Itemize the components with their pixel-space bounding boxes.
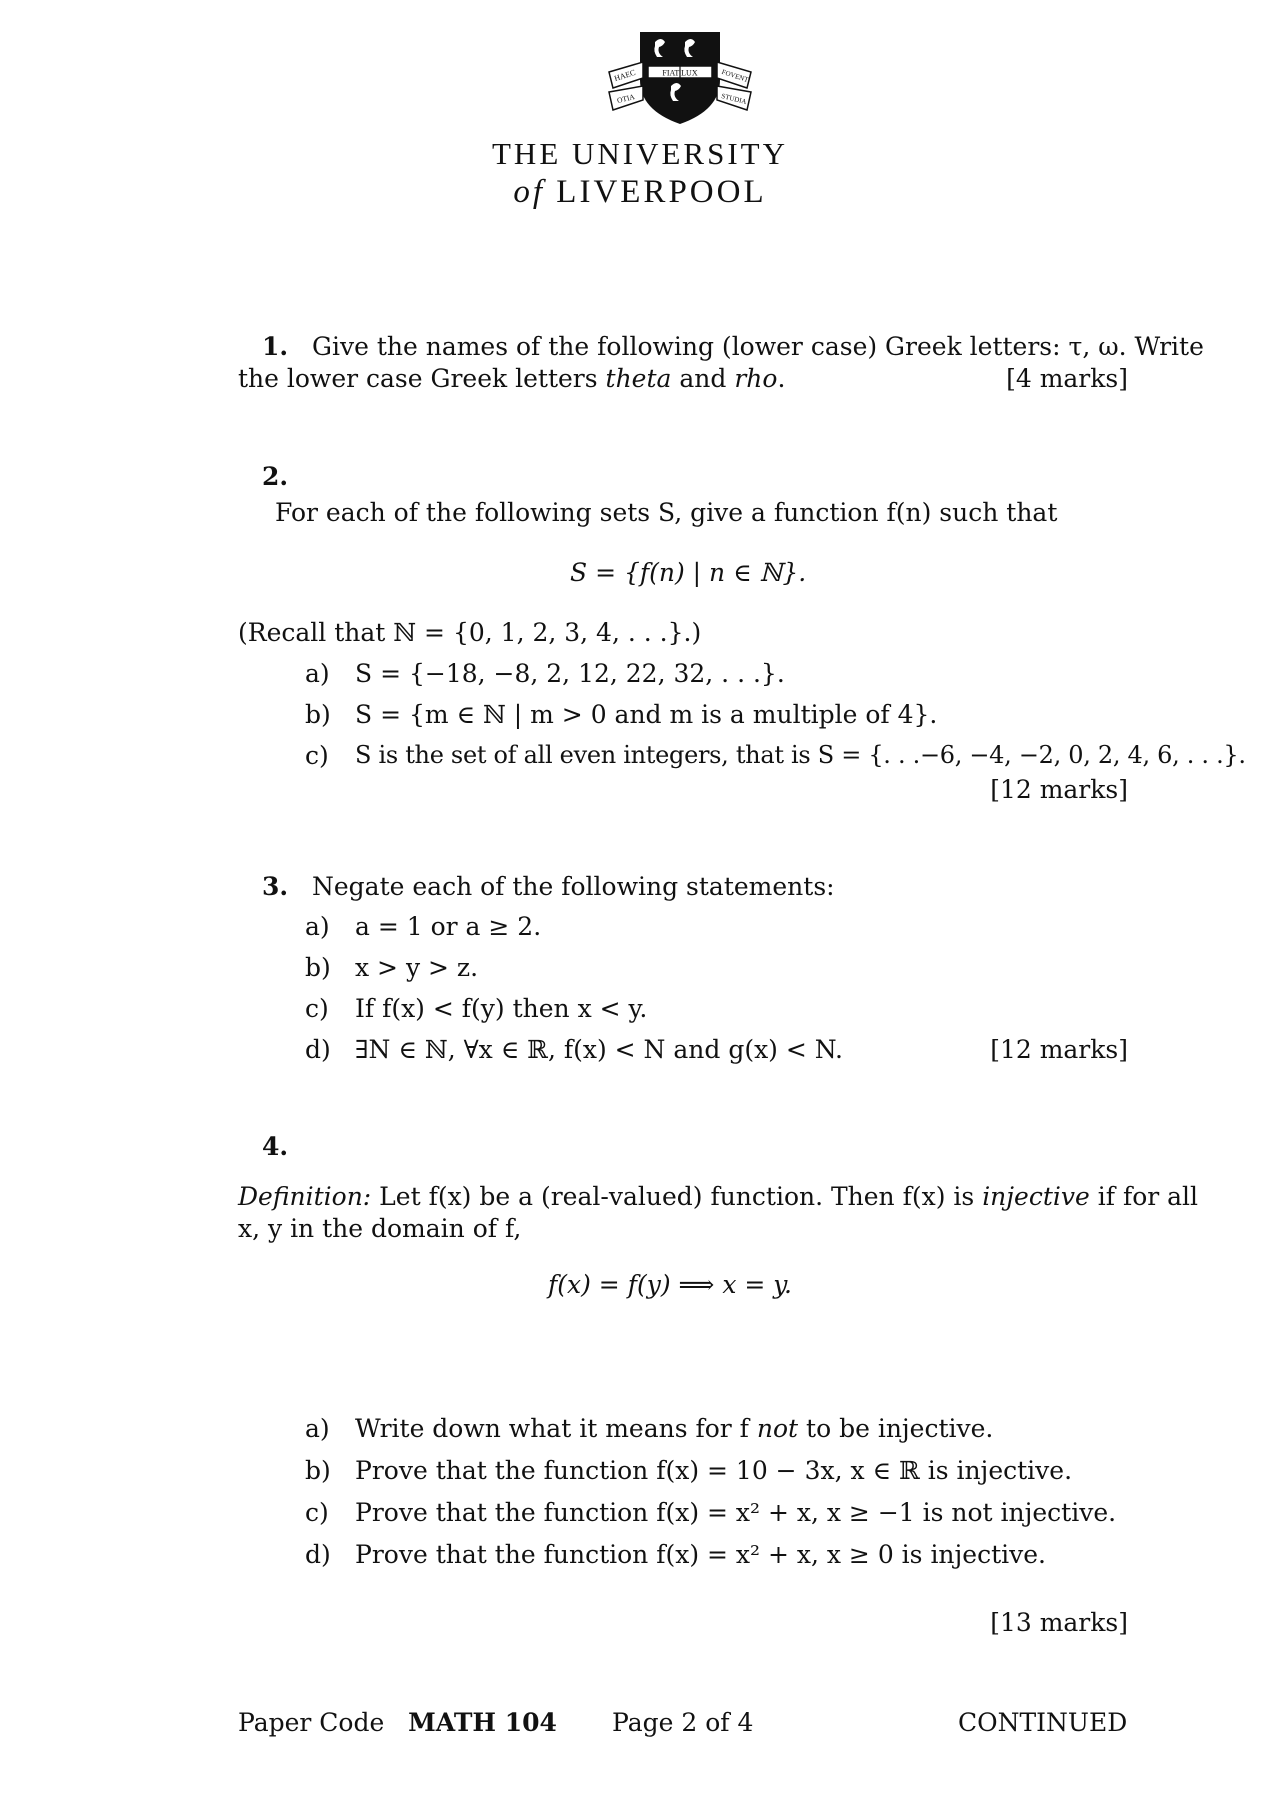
q3-part-c-label: c) xyxy=(305,994,329,1023)
q2-part-c-label: c) xyxy=(305,741,329,770)
q4-part-a-label: a) xyxy=(305,1414,330,1443)
q3-part-a-label: a) xyxy=(305,912,330,941)
q4-def-text1a: Let f(x) be a (real-valued) function. Then f(x) is xyxy=(371,1182,983,1211)
crest-motto-center: FIAT LUX xyxy=(662,68,698,78)
q1-text2a: the lower case Greek letters xyxy=(238,364,606,393)
footer-continued: CONTINUED xyxy=(958,1708,1128,1737)
q4-part-a-text-c: to be injective. xyxy=(798,1414,994,1443)
q4-part-a-not: not xyxy=(756,1414,799,1443)
q4-definition-label: Definition: xyxy=(238,1182,372,1211)
q2-part-a-label: a) xyxy=(305,659,330,688)
q3-part-b-text: x > y > z. xyxy=(355,953,479,982)
q1-rho: rho xyxy=(734,364,778,393)
q4-part-c-label: c) xyxy=(305,1498,329,1527)
q3-marks: [12 marks] xyxy=(990,1035,1128,1064)
q3-intro: Negate each of the following statements: xyxy=(312,872,835,901)
university-name-liverpool: LIVERPOOL xyxy=(556,174,767,210)
q1-text2c: and xyxy=(671,364,735,393)
q1-text2e: . xyxy=(777,364,786,393)
q2-marks: [12 marks] xyxy=(990,775,1128,804)
q4-number: 4. xyxy=(262,1132,289,1161)
q2-part-b-text: S = {m ∈ ℕ | m > 0 and m is a multiple of 4}. xyxy=(355,700,938,729)
svg-text:FOVENT: FOVENT xyxy=(720,67,750,85)
q2-intro: For each of the following sets S, give a function f(n) such that xyxy=(275,498,1058,527)
footer-paper-code-label: Paper Code xyxy=(238,1708,385,1737)
q2-number: 2. xyxy=(262,462,289,491)
q4-part-d-label: d) xyxy=(305,1540,331,1569)
q2-part-a-text: S = {−18, −8, 2, 12, 22, 32, . . .}. xyxy=(355,659,785,688)
q1-marks: [4 marks] xyxy=(1006,364,1128,393)
university-name-of: of xyxy=(513,174,546,210)
svg-text:OTIA: OTIA xyxy=(616,91,636,106)
q3-part-d-text: ∃N ∈ ℕ, ∀x ∈ ℝ, f(x) < N and g(x) < N. xyxy=(355,1035,843,1064)
q4-part-c-text: Prove that the function f(x) = x² + x, x ≥ −1 is not injective. xyxy=(355,1498,1117,1527)
q2-recall: (Recall that ℕ = {0, 1, 2, 3, 4, . . .}.) xyxy=(238,618,702,647)
footer-paper-code-value: MATH 104 xyxy=(408,1708,557,1737)
svg-text:STUDIA: STUDIA xyxy=(720,92,748,106)
q4-part-d-text: Prove that the function f(x) = x² + x, x ≥ 0 is injective. xyxy=(355,1540,1046,1569)
svg-text:HAEC: HAEC xyxy=(613,67,637,84)
footer-paper-code xyxy=(238,1706,557,1740)
q3-part-a-text: a = 1 or a ≥ 2. xyxy=(355,912,542,941)
q2-set-definition: S = {f(n) | n ∈ ℕ}. xyxy=(570,558,807,587)
q3-part-b-label: b) xyxy=(305,953,331,982)
q2-part-b-label: b) xyxy=(305,700,331,729)
q4-implication: f(x) = f(y) ⟹ x = y. xyxy=(548,1270,793,1299)
q4-part-a-text-a: Write down what it means for f xyxy=(355,1414,757,1443)
q4-part-a-text xyxy=(355,1412,993,1446)
q4-marks: [13 marks] xyxy=(990,1608,1128,1637)
university-crest-logo xyxy=(605,28,755,128)
footer-page-number: Page 2 of 4 xyxy=(612,1708,754,1737)
q1-text-line1: Give the names of the following (lower case) Greek letters: τ, ω. Write xyxy=(312,332,1204,361)
university-name-line2 xyxy=(0,170,1280,215)
q4-definition-line2: x, y in the domain of f, xyxy=(238,1214,522,1243)
q4-part-b-text: Prove that the function f(x) = 10 − 3x, x ∈ ℝ is injective. xyxy=(355,1456,1073,1485)
q4-definition-line1 xyxy=(238,1180,1198,1214)
q4-def-injective: injective xyxy=(982,1182,1090,1211)
q3-part-d-label: d) xyxy=(305,1035,331,1064)
q1-number: 1. xyxy=(262,332,289,361)
q1-theta: theta xyxy=(605,364,672,393)
q4-def-text1c: if for all xyxy=(1089,1182,1199,1211)
q1-text-line2 xyxy=(238,362,785,396)
q3-part-c-text: If f(x) < f(y) then x < y. xyxy=(355,994,648,1023)
q3-number: 3. xyxy=(262,872,289,901)
university-name-line1: THE UNIVERSITY xyxy=(492,136,788,171)
q2-part-c-text: S is the set of all even integers, that is S = {. . .−6, −4, −2, 0, 2, 4, 6, . . .}. xyxy=(355,741,1246,769)
q4-part-b-label: b) xyxy=(305,1456,331,1485)
